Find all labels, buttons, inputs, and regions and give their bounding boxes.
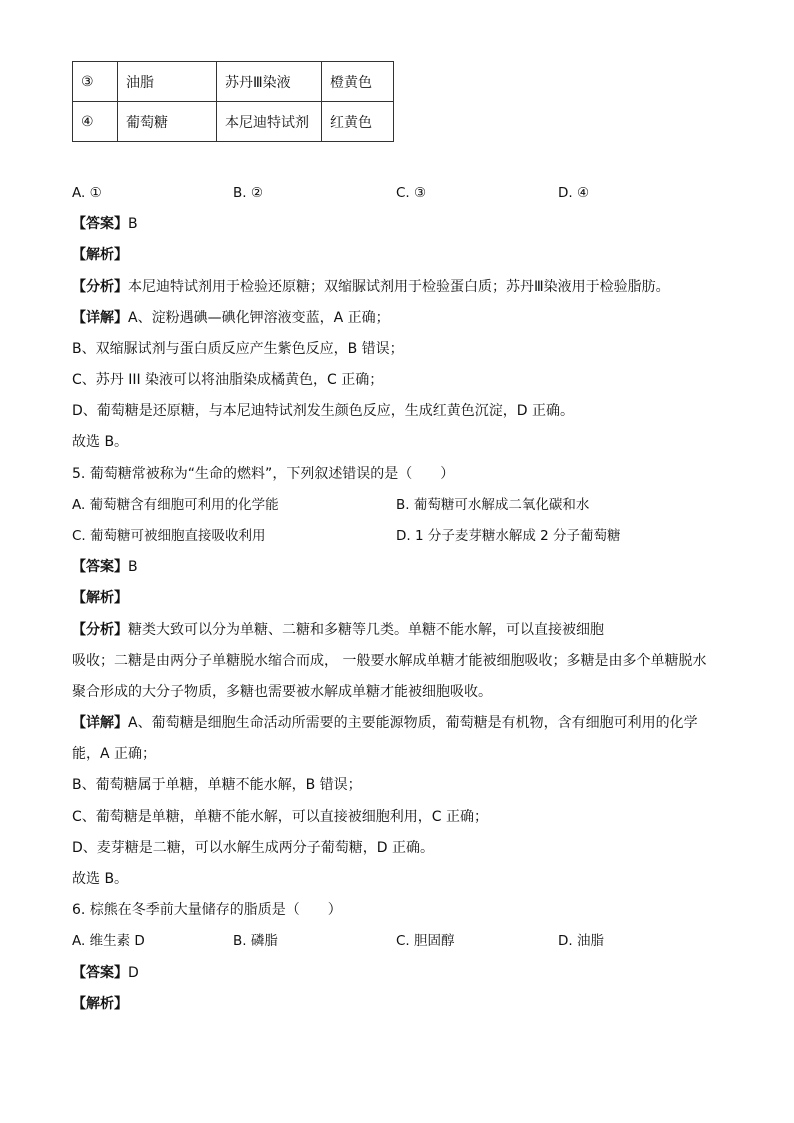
q4-option-a: A. ① [72,185,102,201]
q4-detail-line: C、苏丹 III 染液可以将油脂染成橘黄色，C 正确； [72,372,384,388]
q5-fenxi [72,620,604,640]
q4-option-b: B. ② [233,185,263,201]
detail-text: A、葡萄糖是细胞生命活动所需要的主要能源物质，葡萄糖是有机物，含有细胞可利用的化学 [128,715,698,731]
q6-option-b: B. 磷脂 [233,933,278,949]
table-cell: 橙黄色 [322,62,394,102]
table-row [73,102,394,142]
q6-analysis-tag: 【解析】 [72,996,128,1012]
answer-value: B [128,559,138,575]
answer-tag: 【答案】 [72,559,128,575]
q5-conclusion: 故选 B。 [72,871,129,887]
answer-tag: 【答案】 [72,965,128,981]
table-cell: ③ [73,62,118,102]
q6-option-a: A. 维生素 D [72,933,145,949]
answer-tag: 【答案】 [72,216,128,232]
q6-option-d: D. 油脂 [558,933,604,949]
q4-fenxi [72,277,670,297]
q5-option-a: A. 葡萄糖含有细胞可利用的化学能 [72,497,279,513]
q5-option-b: B. 葡萄糖可水解成二氧化碳和水 [396,497,590,513]
detail-tag: 【详解】 [72,310,128,326]
q4-detail-line: B、双缩脲试剂与蛋白质反应产生紫色反应，B 错误； [72,341,404,357]
fenxi-text: 糖类大致可以分为单糖、二糖和多糖等几类。单糖不能水解，可以直接被细胞 [128,622,604,638]
q5-stem: 5. 葡萄糖常被称为“生命的燃料”，下列叙述错误的是（ ） [72,466,455,482]
q5-detail-line: C、葡萄糖是单糖，单糖不能水解，可以直接被细胞利用，C 正确； [72,809,488,825]
q5-fenxi-line: 聚合形成的大分子物质，多糖也需要被水解成单糖才能被细胞吸收。 [72,684,492,700]
q5-fenxi-line: 吸收；二糖是由两分子单糖脱水缩合而成， 一般要水解成单糖才能被细胞吸收；多糖是由多个单糖脱水 [72,653,707,669]
q4-option-c: C. ③ [396,185,427,201]
q4-analysis-tag: 【解析】 [72,247,128,263]
q5-detail-line: B、葡萄糖属于单糖，单糖不能水解，B 错误； [72,777,362,793]
q4-detail-line: D、葡萄糖是还原糖，与本尼迪特试剂发生颜色反应，生成红黄色沉淀，D 正确。 [72,403,575,419]
fenxi-text: 本尼迪特试剂用于检验还原糖；双缩脲试剂用于检验蛋白质；苏丹Ⅲ染液用于检验脂肪。 [128,279,670,295]
q5-answer [72,557,138,577]
table-cell: 苏丹Ⅲ染液 [217,62,322,102]
q5-option-c: C. 葡萄糖可被细胞直接吸收利用 [72,528,266,544]
detail-tag: 【详解】 [72,715,128,731]
q5-detail-line: 能，A 正确； [72,746,157,762]
q6-stem: 6. 棕熊在冬季前大量储存的脂质是（ ） [72,902,342,918]
q6-option-c: C. 胆固醇 [396,933,455,949]
q4-option-d: D. ④ [558,185,590,201]
table-cell: 油脂 [118,62,217,102]
answer-value: D [128,965,139,981]
reagent-table [72,61,394,142]
table-row [73,62,394,102]
q5-analysis-tag: 【解析】 [72,590,128,606]
fenxi-tag: 【分析】 [72,279,128,295]
q4-answer [72,214,138,234]
q4-detail [72,308,390,328]
table-cell: 红黄色 [322,102,394,142]
q6-answer [72,963,139,983]
table-cell: 葡萄糖 [118,102,217,142]
q5-detail-line: D、麦芽糖是二糖，可以水解生成两分子葡萄糖，D 正确。 [72,840,435,856]
table-cell: 本尼迪特试剂 [217,102,322,142]
q5-detail [72,713,698,733]
q5-option-d: D. 1 分子麦芽糖水解成 2 分子葡萄糖 [396,528,621,544]
table-cell: ④ [73,102,118,142]
detail-text: A、淀粉遇碘—碘化钾溶液变蓝，A 正确； [128,310,390,326]
fenxi-tag: 【分析】 [72,622,128,638]
answer-value: B [128,216,138,232]
q4-conclusion: 故选 B。 [72,434,129,450]
